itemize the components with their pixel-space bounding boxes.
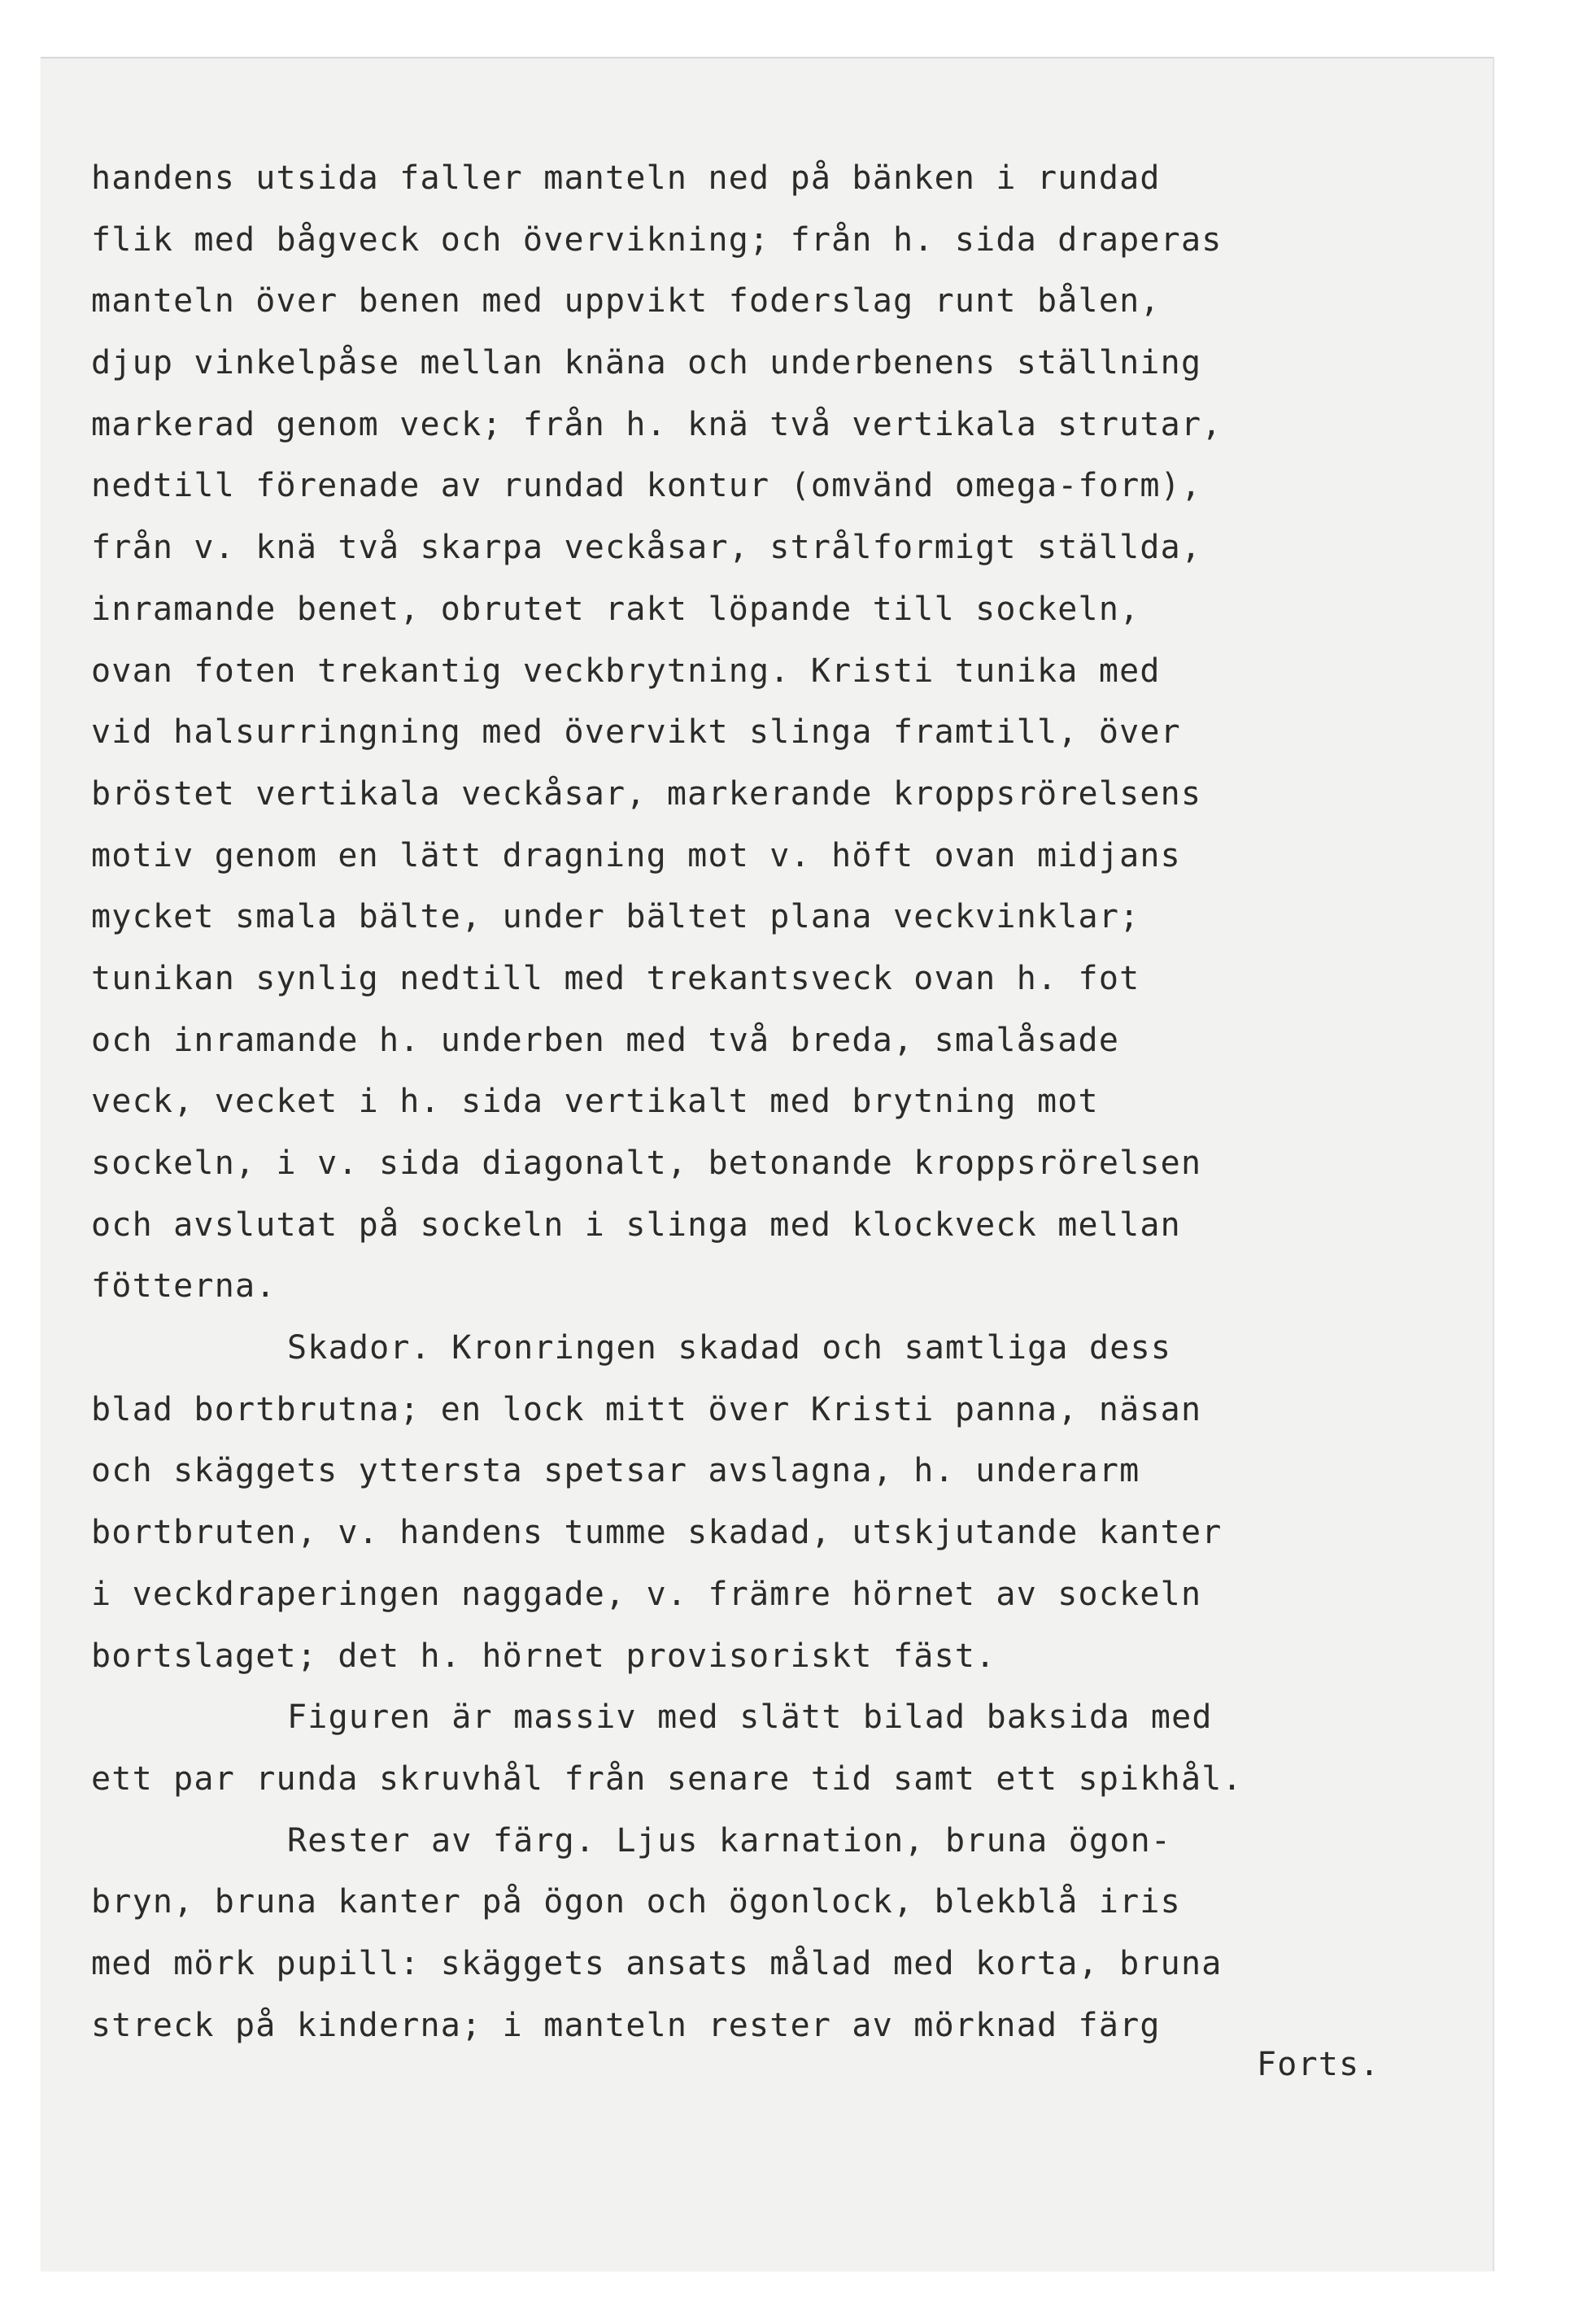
text-line: handens utsida faller manteln ned på bänken i rundad xyxy=(91,159,1161,197)
paragraph-start-line: Figuren är massiv med slätt bilad baksida med xyxy=(287,1698,1213,1737)
text-line: mycket smala bälte, under bältet plana veckvinklar; xyxy=(91,898,1140,936)
document-body xyxy=(91,148,1490,2056)
text-line: manteln över benen med uppvikt foderslag runt bålen, xyxy=(91,282,1161,320)
text-line: nedtill förenade av rundad kontur (omvänd omega-form), xyxy=(91,467,1202,505)
text-line: och inramande h. underben med två breda, smalåsade xyxy=(91,1021,1120,1059)
text-line: och avslutat på sockeln i slinga med klockveck mellan xyxy=(91,1206,1181,1244)
text-line: bortslaget; det h. hörnet provisoriskt fäst. xyxy=(91,1637,996,1675)
text-line: ett par runda skruvhål från senare tid samt ett spikhål. xyxy=(91,1759,1243,1798)
text-line: bortbruten, v. handens tumme skadad, utskjutande kanter xyxy=(91,1514,1223,1552)
text-line: inramande benet, obrutet rakt löpande till sockeln, xyxy=(91,590,1140,628)
text-line: bryn, bruna kanter på ögon och ögonlock, blekblå iris xyxy=(91,1883,1181,1921)
paragraph-start-line: Skador. Kronringen skadad och samtliga dess xyxy=(287,1329,1172,1367)
paragraph-start-line: Rester av färg. Ljus karnation, bruna ögon- xyxy=(287,1821,1172,1860)
text-line: vid halsurringning med övervikt slinga framtill, över xyxy=(91,713,1181,752)
text-line: bröstet vertikala veckåsar, markerande kroppsrörelsens xyxy=(91,774,1202,813)
text-line: sockeln, i v. sida diagonalt, betonande kroppsrörelsen xyxy=(91,1145,1202,1182)
text-line: motiv genom en lätt dragning mot v. höft ovan midjans xyxy=(91,836,1181,874)
text-line: djup vinkelpåse mellan knäna och underbenens ställning xyxy=(91,344,1202,382)
text-line: från v. knä två skarpa veckåsar, strålformigt ställda, xyxy=(91,529,1202,567)
text-line: med mörk pupill: skäggets ansats målad med korta, bruna xyxy=(91,1944,1223,1982)
text-line: streck på kinderna; i manteln rester av mörknad färg xyxy=(91,2006,1161,2044)
text-line: blad bortbrutna; en lock mitt över Kristi panna, näsan xyxy=(91,1390,1202,1428)
text-line: flik med bågveck och övervikning; från h. sida draperas xyxy=(91,220,1223,259)
text-line: ovan foten trekantig veckbrytning. Kristi tunika med xyxy=(91,652,1161,690)
text-line: i veckdraperingen naggade, v. främre hörnet av sockeln xyxy=(91,1575,1202,1613)
text-line: tunikan synlig nedtill med trekantsveck ovan h. fot xyxy=(91,959,1140,997)
text-line: och skäggets yttersta spetsar avslagna, h. underarm xyxy=(91,1452,1140,1490)
continuation-note: Forts. xyxy=(1257,2046,1380,2083)
text-line: fötterna. xyxy=(91,1267,277,1306)
text-line: veck, vecket i h. sida vertikalt med brytning mot xyxy=(91,1083,1099,1121)
text-line: markerad genom veck; från h. knä två vertikala strutar, xyxy=(91,405,1223,443)
